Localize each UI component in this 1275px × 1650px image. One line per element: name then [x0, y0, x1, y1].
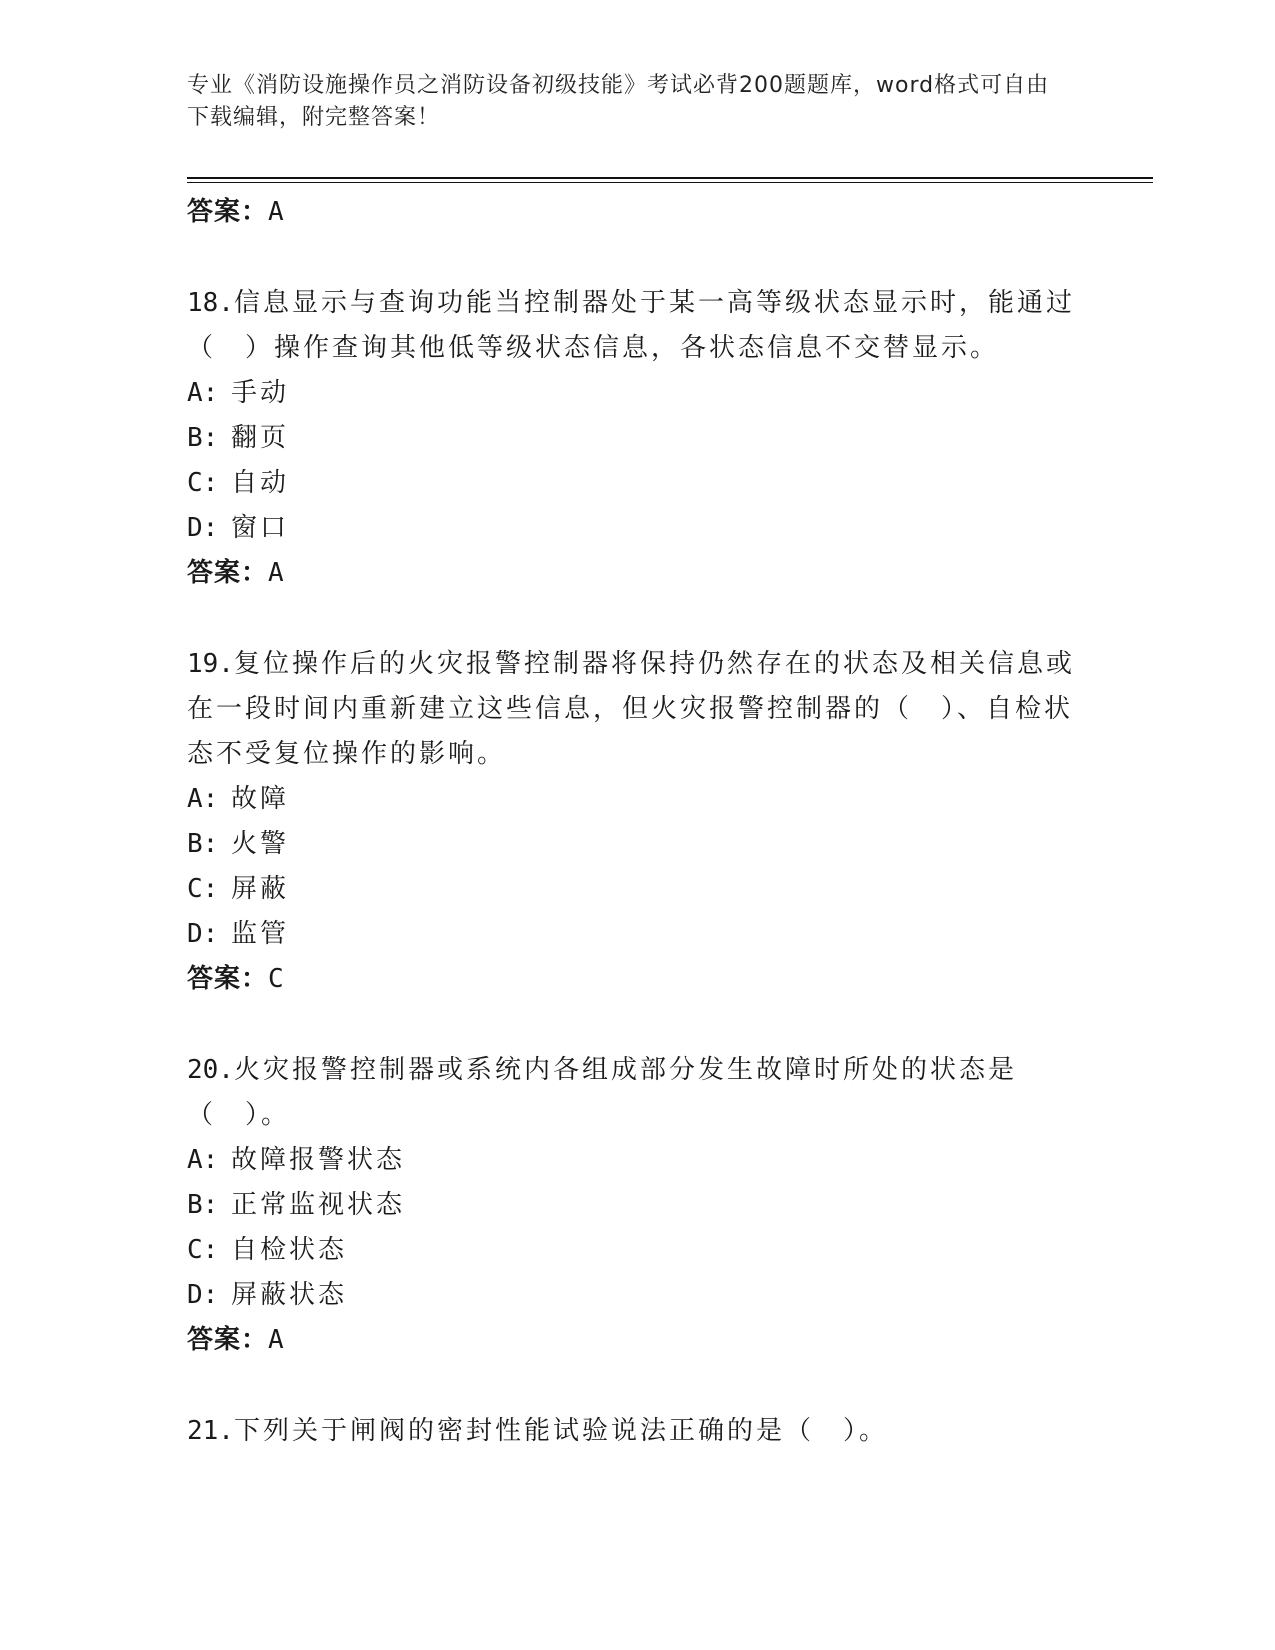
- question-list: [187, 190, 1087, 1454]
- option-label: A:: [187, 378, 219, 408]
- option-a: [187, 777, 1087, 822]
- question-stem: [187, 642, 1087, 777]
- answer-line: [187, 1318, 1087, 1362]
- header-divider-thick: [187, 177, 1153, 179]
- question-text: 火灾报警控制器或系统内各组成部分发生故障时所处的状态是（ ）。: [187, 1055, 1017, 1130]
- option-text: 故障: [231, 784, 290, 814]
- question-number: 21.: [187, 1416, 234, 1446]
- option-label: D:: [187, 513, 219, 543]
- question-stem: [187, 1409, 1087, 1454]
- option-a: [187, 371, 1087, 416]
- answer-label: 答案：: [187, 197, 269, 227]
- option-text: 自动: [231, 468, 290, 498]
- question-number: 18.: [187, 288, 234, 318]
- question-number: 20.: [187, 1055, 234, 1085]
- option-text: 屏蔽: [231, 874, 290, 904]
- option-label: C:: [187, 1235, 219, 1265]
- option-d: [187, 506, 1087, 551]
- option-text: 监管: [231, 919, 290, 949]
- option-c: [187, 461, 1087, 506]
- question-20: [187, 1048, 1087, 1362]
- answer-label: 答案：: [187, 558, 269, 588]
- question-18: [187, 281, 1087, 595]
- option-text: 屏蔽状态: [231, 1280, 348, 1310]
- option-text: 火警: [231, 829, 290, 859]
- option-label: B:: [187, 1190, 219, 1220]
- option-text: 故障报警状态: [231, 1145, 406, 1175]
- question-text: 复位操作后的火灾报警控制器将保持仍然存在的状态及相关信息或在一段时间内重新建立这些信息，但火灾报警控制器的（ ）、自检状态不受复位操作的影响。: [187, 649, 1075, 769]
- answer-line: [187, 957, 1087, 1001]
- answer-label: 答案：: [187, 1325, 269, 1355]
- option-label: B:: [187, 829, 219, 859]
- option-text: 正常监视状态: [231, 1190, 406, 1220]
- option-label: C:: [187, 874, 219, 904]
- question-stem: [187, 1048, 1087, 1138]
- answer-value: C: [268, 964, 285, 994]
- option-c: [187, 1228, 1087, 1273]
- answer-line: [187, 551, 1087, 595]
- option-d: [187, 1273, 1087, 1318]
- option-b: [187, 416, 1087, 461]
- option-b: [187, 1183, 1087, 1228]
- question-number: 19.: [187, 649, 234, 679]
- question-stem: [187, 281, 1087, 371]
- option-label: B:: [187, 423, 219, 453]
- option-label: C:: [187, 468, 219, 498]
- answer-label: 答案：: [187, 964, 269, 994]
- option-b: [187, 822, 1087, 867]
- question-21: [187, 1409, 1087, 1454]
- option-label: A:: [187, 784, 219, 814]
- page-header: 专业《消防设施操作员之消防设备初级技能》考试必背200题题库，word格式可自由下载编辑，附完整答案！: [187, 73, 1050, 130]
- option-d: [187, 912, 1087, 957]
- question-19: [187, 642, 1087, 1001]
- option-text: 手动: [231, 378, 290, 408]
- header-divider-thin: [187, 182, 1153, 183]
- option-text: 窗口: [231, 513, 290, 543]
- option-text: 翻页: [231, 423, 290, 453]
- option-text: 自检状态: [231, 1235, 348, 1265]
- question-text: 信息显示与查询功能当控制器处于某一高等级状态显示时，能通过（ ）操作查询其他低等级状态信息，各状态信息不交替显示。: [187, 288, 1075, 363]
- answer-value: A: [268, 1325, 285, 1355]
- option-label: D:: [187, 1280, 219, 1310]
- answer-line: [187, 190, 1087, 234]
- answer-value: A: [268, 558, 285, 588]
- option-label: D:: [187, 919, 219, 949]
- option-label: A:: [187, 1145, 219, 1175]
- question-text: 下列关于闸阀的密封性能试验说法正确的是（ ）。: [233, 1416, 888, 1446]
- option-a: [187, 1138, 1087, 1183]
- option-c: [187, 867, 1087, 912]
- answer-value: A: [268, 197, 285, 227]
